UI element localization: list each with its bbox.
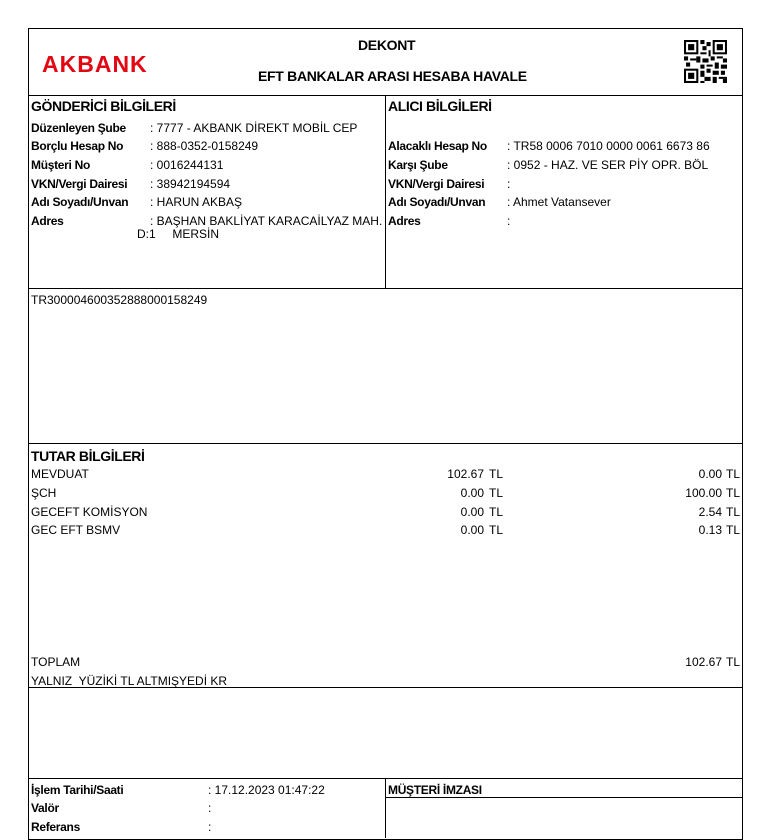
footer-value: : (208, 820, 212, 834)
signature-underline (385, 797, 743, 798)
sender-label: Düzenleyen Şube (31, 121, 126, 135)
amount-row-credit: 2.54 (698, 505, 722, 519)
sender-value: : 0016244131 (150, 158, 224, 172)
sender-address-line2: D:1 MERSİN (137, 227, 220, 241)
amounts-heading: TUTAR BİLGİLERİ (31, 448, 145, 464)
footer-value: : (208, 801, 212, 815)
footer-divider (385, 778, 386, 838)
sender-value: : HARUN AKBAŞ (150, 195, 243, 209)
footer-label: İşlem Tarihi/Saati (31, 783, 124, 797)
party-bottom-divider (28, 288, 743, 289)
sender-heading: GÖNDERİCİ BİLGİLERİ (31, 98, 176, 114)
amount-row-debit: 0.00 (460, 486, 484, 500)
party-divider (385, 95, 386, 289)
receiver-label: Karşı Şube (388, 158, 448, 172)
footer-label: Valör (31, 801, 59, 815)
sender-label: Borçlu Hesap No (31, 139, 124, 153)
total-label: TOPLAM (31, 655, 81, 669)
receiver-value: : Ahmet Vatansever (507, 195, 611, 209)
sender-value: : 888-0352-0158249 (150, 139, 259, 153)
akbank-logo: AKBANK (42, 51, 148, 77)
receiver-value: : 0952 - HAZ. VE SER PİY OPR. BÖL (507, 158, 709, 172)
receiver-value: : TR58 0006 7010 0000 0061 6673 86 (507, 139, 710, 153)
sender-label: Müşteri No (31, 158, 91, 172)
amount-row-name: GECEFT KOMİSYON (31, 505, 148, 519)
amount-row-debit-currency: TL (489, 505, 504, 519)
receiver-label: Adres (388, 214, 421, 228)
signature-heading: MÜŞTERİ İMZASI (388, 783, 482, 797)
receiver-value: : (507, 177, 511, 191)
sender-value: : 38942194594 (150, 177, 231, 191)
amount-row-debit-currency: TL (489, 523, 504, 537)
amount-row-debit-currency: TL (489, 486, 504, 500)
amount-row-name: ŞCH (31, 486, 57, 500)
sender-label: Adı Soyadı/Unvan (31, 195, 129, 209)
amount-row-name: MEVDUAT (31, 467, 89, 481)
amount-row-credit: 100.00 (685, 486, 722, 500)
amount-row-credit-currency: TL (726, 505, 741, 519)
amount-row-debit: 102.67 (447, 467, 484, 481)
total-value: 102.67 (685, 655, 722, 669)
amount-row-debit-currency: TL (489, 467, 504, 481)
total-currency: TL (726, 655, 741, 669)
amount-row-debit: 0.00 (460, 505, 484, 519)
sender-value: : BAŞHAN BAKLİYAT KARACAİLYAZ MAH. (150, 214, 383, 228)
description-bottom-divider (28, 443, 743, 444)
receiver-label: Adı Soyadı/Unvan (388, 195, 486, 209)
footer-label: Referans (31, 820, 80, 834)
receiver-heading: ALICI BİLGİLERİ (388, 98, 492, 114)
receiver-value: : (507, 214, 511, 228)
amount-in-words: YALNIZ YÜZİKİ TL ALTMIŞYEDİ KR (31, 674, 228, 688)
amount-row-credit: 0.13 (698, 523, 722, 537)
document-subtitle: EFT BANKALAR ARASI HESABA HAVALE (258, 68, 527, 84)
sender-label: Adres (31, 214, 64, 228)
sender-label: VKN/Vergi Dairesi (31, 177, 128, 191)
receiver-label: VKN/Vergi Dairesi (388, 177, 485, 191)
amount-row-credit-currency: TL (726, 486, 741, 500)
amount-row-credit: 0.00 (698, 467, 722, 481)
qr-code-icon (684, 40, 727, 83)
amount-row-debit: 0.00 (460, 523, 484, 537)
document-title: DEKONT (358, 37, 416, 53)
amount-row-name: GEC EFT BSMV (31, 523, 121, 537)
amount-row-credit-currency: TL (726, 467, 741, 481)
sender-value: : 7777 - AKBANK DİREKT MOBİL CEP (150, 121, 358, 135)
transaction-description: TR300004600352888000158249 (31, 293, 208, 307)
amount-row-credit-currency: TL (726, 523, 741, 537)
footer-value: : 17.12.2023 01:47:22 (208, 783, 325, 797)
receiver-label: Alacaklı Hesap No (388, 139, 487, 153)
